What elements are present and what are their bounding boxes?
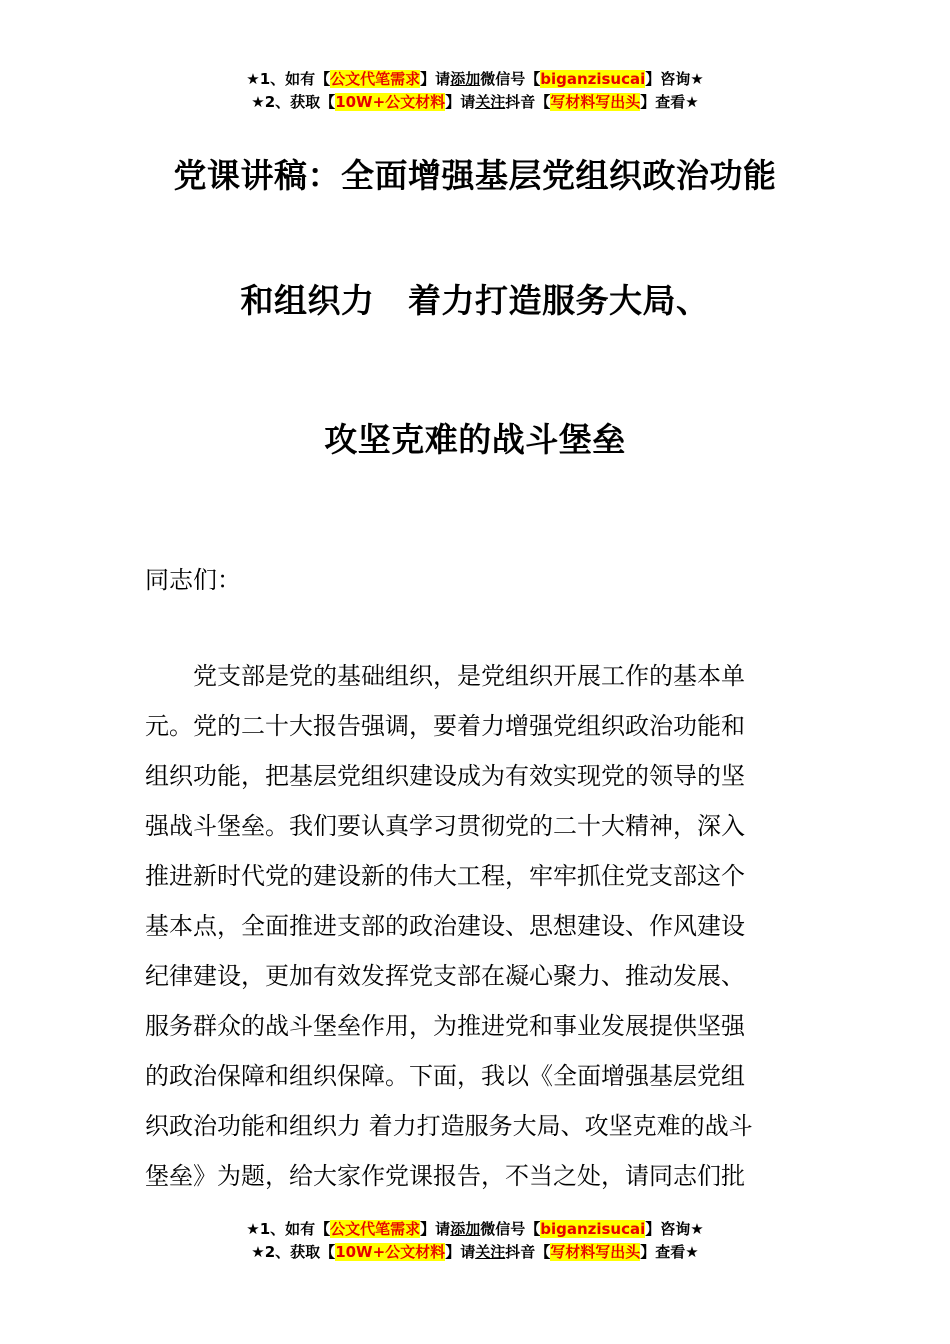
highlight-service: 公文代笔需求	[330, 1220, 421, 1238]
body-line: 强战斗堡垒。我们要认真学习贯彻党的二十大精神，深入	[145, 812, 745, 840]
header-ad	[0, 68, 950, 114]
header-ad-line-2: ★2、获取【10W+公文材料】请关注抖音【写材料写出头】查看★	[251, 93, 699, 111]
document-title-line-1: 党课讲稿：全面增强基层党组织政治功能	[173, 156, 777, 195]
header-ad-line-1: ★1、如有【公文代笔需求】请添加微信号【biganzisucai】咨询★	[246, 70, 704, 88]
highlight-douyin-id: 写材料写出头	[550, 93, 641, 111]
highlight-wechat-id: biganzisucai	[540, 1220, 646, 1238]
body-line: 基本点，全面推进支部的政治建设、思想建设、作风建设	[145, 912, 745, 940]
body-line: 元。党的二十大报告强调，要着力增强党组织政治功能和	[145, 712, 745, 740]
highlight-materials: 10W+公文材料	[335, 93, 446, 111]
footer-ad	[0, 1218, 950, 1264]
footer-ad-line-1: ★1、如有【公文代笔需求】请添加微信号【biganzisucai】咨询★	[246, 1220, 704, 1238]
body-line: 服务群众的战斗堡垒作用，为推进党和事业发展提供坚强	[145, 1012, 745, 1040]
highlight-douyin-id: 写材料写出头	[550, 1243, 641, 1261]
greeting: 同志们：	[145, 566, 241, 594]
body-line: 组织功能，把基层党组织建设成为有效实现党的领导的坚	[145, 762, 745, 790]
footer-ad-line-2: ★2、获取【10W+公文材料】请关注抖音【写材料写出头】查看★	[251, 1243, 699, 1261]
body-paragraph	[145, 651, 815, 1201]
body-line: 织政治功能和组织力 着力打造服务大局、攻坚克难的战斗	[145, 1112, 753, 1140]
body-line: 纪律建设，更加有效发挥党支部在凝心聚力、推动发展、	[145, 962, 745, 990]
body-line: 的政治保障和组织保障。下面，我以《全面增强基层党组	[145, 1062, 745, 1090]
body-line: 堡垒》为题，给大家作党课报告，不当之处，请同志们批	[145, 1162, 745, 1190]
document-title-line-3: 攻坚克难的战斗堡垒	[324, 420, 626, 459]
document-title-line-2: 和组织力 着力打造服务大局、	[240, 281, 710, 320]
highlight-materials: 10W+公文材料	[335, 1243, 446, 1261]
highlight-service: 公文代笔需求	[330, 70, 421, 88]
body-line: 党支部是党的基础组织，是党组织开展工作的基本单	[193, 662, 745, 690]
body-line: 推进新时代党的建设新的伟大工程，牢牢抓住党支部这个	[145, 862, 745, 890]
highlight-wechat-id: biganzisucai	[540, 70, 646, 88]
